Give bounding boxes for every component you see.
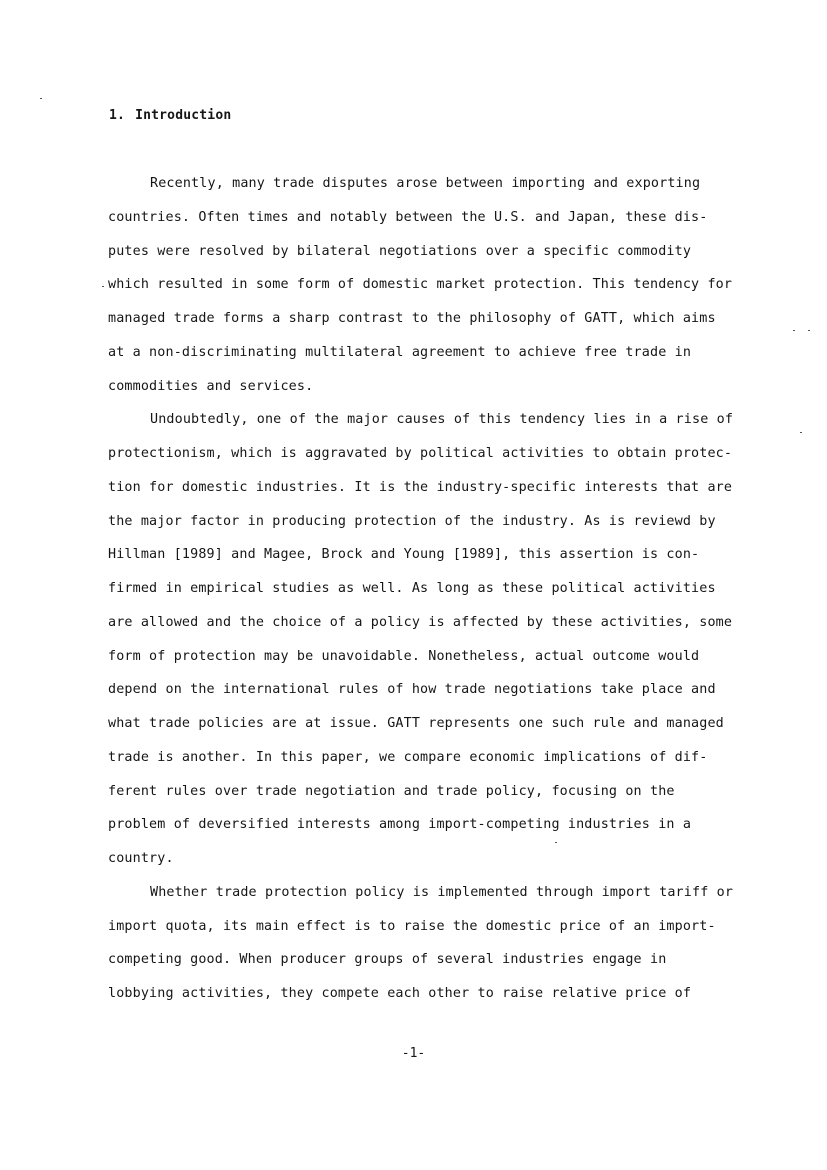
body-text — [108, 172, 748, 1016]
scan-speck — [102, 286, 104, 287]
scan-speck — [40, 98, 42, 99]
text-line: form of protection may be unavoidable. Nonetheless, actual outcome would — [108, 648, 700, 664]
text-line: tion for domestic industries. It is the industry-specific interests that are — [108, 479, 733, 495]
text-line: lobbying activities, they compete each other to raise relative price of — [108, 986, 692, 1001]
text-line: problem of deversified interests among import-competing industries in a — [108, 817, 692, 833]
scan-speck — [800, 432, 802, 433]
text-line: putes were resolved by bilateral negotiations over a specific commodity — [108, 243, 692, 259]
text-line: which resulted in some form of domestic market protection. This tendency for — [108, 277, 733, 293]
text-line: country. — [108, 851, 174, 866]
text-line: ferent rules over trade negotiation and trade policy, focusing on the — [108, 783, 675, 799]
text-line: are allowed and the choice of a policy is affected by these activities, some — [108, 614, 733, 630]
scan-speck — [555, 842, 557, 843]
scan-speck — [793, 330, 795, 331]
text-line: competing good. When producer groups of several industries engage in — [108, 952, 667, 968]
text-line: Undoubtedly, one of the major causes of this tendency lies in a rise of — [150, 412, 734, 428]
text-line: the major factor in producing protection of the industry. As is reviewd by — [108, 513, 716, 529]
text-line: Whether trade protection policy is implemented through import tariff or — [150, 884, 734, 900]
text-line: protectionism, which is aggravated by political activities to obtain protec- — [108, 446, 733, 461]
section-title: Introduction — [135, 108, 232, 123]
text-line: Recently, many trade disputes arose between importing and exporting — [150, 176, 701, 191]
text-line: managed trade forms a sharp contrast to the philosophy of GATT, which aims — [108, 311, 716, 326]
text-line: import quota, its main effect is to raise the domestic price of an import- — [108, 918, 716, 934]
scan-speck — [808, 330, 810, 331]
text-line: commodities and services. — [108, 378, 314, 394]
text-line: depend on the international rules of how trade negotiations take place and — [108, 682, 716, 698]
section-number: 1. — [109, 108, 126, 123]
section-heading — [109, 108, 231, 123]
text-line: at a non-discriminating multilateral agreement to achieve free trade in — [108, 344, 692, 360]
text-line: trade is another. In this paper, we compare economic implications of dif- — [108, 749, 708, 765]
page-number: -1- — [401, 1046, 426, 1061]
text-line: firmed in empirical studies as well. As long as these political activities — [108, 581, 716, 596]
text-line: what trade policies are at issue. GATT represents one such rule and managed — [108, 716, 724, 731]
text-line: countries. Often times and notably between the U.S. and Japan, these dis- — [108, 209, 708, 225]
text-line: Hillman [1989] and Magee, Brock and Young [1989], this assertion is con- — [108, 547, 700, 563]
